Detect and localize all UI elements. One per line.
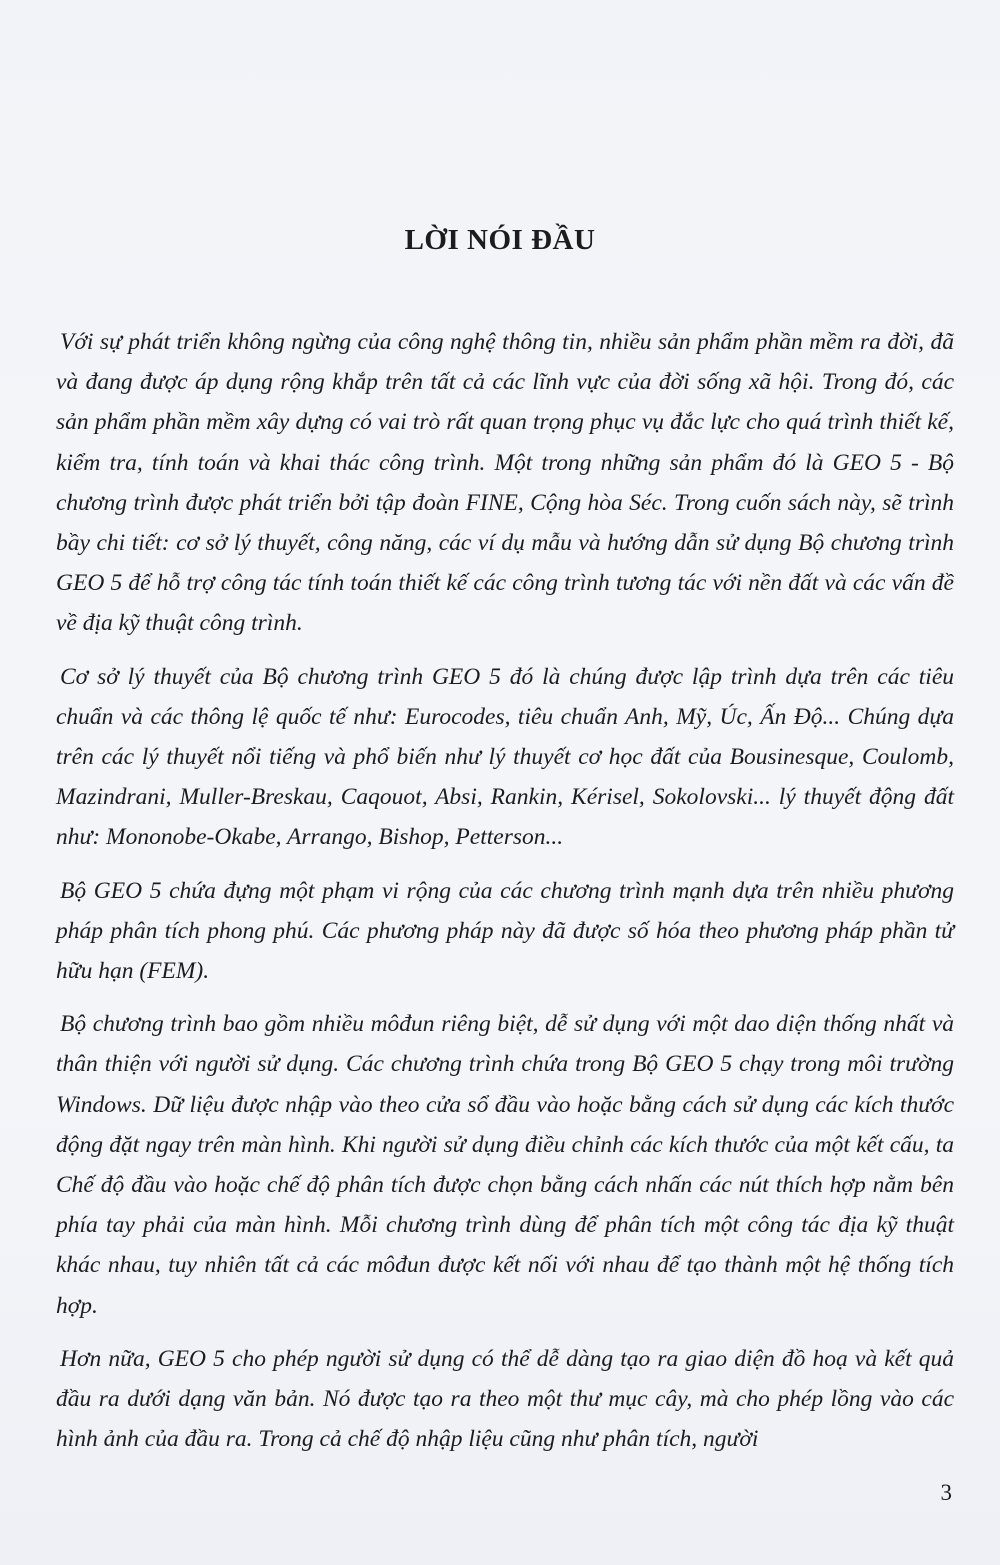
paragraph: Với sự phát triển không ngừng của công nghệ thông tin, nhiều sản phẩm phần mềm ra đời, đã và đang được áp dụng rộng khắp trên tất cả các lĩnh vực của đời sống xã hội. Trong đó, các sản phẩm phần mềm xây dựng có vai trò rất quan trọng phục vụ đắc lực cho quá trình thiết kế, kiểm tra, tính toán và khai thác công trình. Một trong những sản phẩm đó là GEO 5 - Bộ chương trình được phát triển bởi tập đoàn FINE, Cộng hòa Séc. Trong cuốn sách này, sẽ trình bầy chi tiết: cơ sở lý thuyết, công năng, các ví dụ mẫu và hướng dẫn sử dụng Bộ chương trình GEO 5 để hỗ trợ công tác tính toán thiết kế các công trình tương tác với nền đất và các vấn đề về địa kỹ thuật công trình. [56,329,954,637]
paragraph: Hơn nữa, GEO 5 cho phép người sử dụng có thể dễ dàng tạo ra giao diện đồ hoạ và kết quả đầu ra dưới dạng văn bản. Nó được tạo ra theo một thư mục cây, mà cho phép lồng vào các hình ảnh của đầu ra. Trong cả chế độ nhập liệu cũng như phân tích, người [56,1345,954,1453]
paragraph: Bộ GEO 5 chứa đựng một phạm vi rộng của các chương trình mạnh dựa trên nhiều phương pháp phân tích phong phú. Các phương pháp này đã được số hóa theo phương pháp phần tử hữu hạn (FEM). [56,877,954,985]
body-text [56,322,954,1472]
paragraph: Cơ sở lý thuyết của Bộ chương trình GEO 5 đó là chúng được lập trình dựa trên các tiêu chuẩn và các thông lệ quốc tế như: Eurocodes, tiêu chuẩn Anh, Mỹ, Úc, Ấn Độ... Chúng dựa trên các lý thuyết nổi tiếng và phổ biến như lý thuyết cơ học đất của Bousinesque, Coulomb, Mazindrani, Muller-Breskau, Caqouot, Absi, Rankin, Kérisel, Sokolovski... lý thuyết động đất như: Mononobe-Okabe, Arrango, Bishop, Petterson... [56,663,954,851]
page-title: LỜI NÓI ĐẦU [404,224,596,256]
paragraph: Bộ chương trình bao gồm nhiều môđun riêng biệt, dễ sử dụng với một dao diện thống nhất và thân thiện với người sử dụng. Các chương trình chứa trong Bộ GEO 5 chạy trong môi trường Windows. Dữ liệu được nhập vào theo cửa sổ đầu vào hoặc bằng cách sử dụng các kích thước động đặt ngay trên màn hình. Khi người sử dụng điều chỉnh các kích thước của một kết cấu, ta Chế độ đầu vào hoặc chế độ phân tích được chọn bằng cách nhấn các nút thích hợp nằm bên phía tay phải của màn hình. Mỗi chương trình dùng để phân tích một công tác địa kỹ thuật khác nhau, tuy nhiên tất cả các môđun được kết nối với nhau để tạo thành một hệ thống tích hợp. [56,1011,954,1319]
page-number: 3 [940,1480,952,1505]
